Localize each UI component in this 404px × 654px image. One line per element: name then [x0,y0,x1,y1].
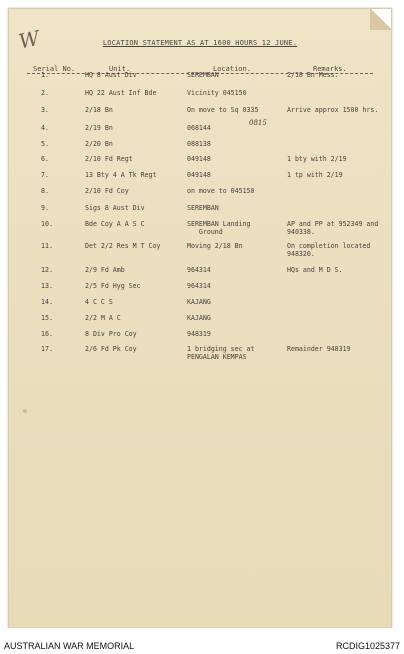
serial-cell: 12. [41,266,53,274]
serial-cell: 10. [41,220,53,228]
remarks-cell: 1 tp with 2/19 [287,171,343,179]
serial-cell: 16. [41,330,53,338]
location-cell: 049148 [187,171,211,179]
location-cell: SEREMBAN [187,204,219,212]
location-cell: 964314 [187,266,211,274]
serial-cell: 5. [41,140,49,148]
footer-source: AUSTRALIAN WAR MEMORIAL [4,641,135,651]
location-cell: on move to 045150 [187,187,255,195]
location-cell: SEREMBAN Landing Ground [187,220,251,236]
unit-cell: 2/19 Bn [85,124,113,132]
location-cell: 088138 [187,140,211,148]
header-serial: Serial No. [33,65,76,73]
serial-cell: 8. [41,187,49,195]
unit-cell: Det 2/2 Res M T Coy [85,242,161,250]
location-cell: Vicinity 045150 [187,89,247,97]
remarks-cell: 1 bty with 2/19 [287,155,347,163]
page-title: LOCATION STATEMENT AS AT 1600 HOURS 12 JUNE. [102,39,298,47]
unit-cell: HQ 8 Aust Div [85,71,137,79]
unit-cell: 2/10 Fd Coy [85,187,129,195]
serial-cell: 7. [41,171,49,179]
unit-cell: 8 Div Pro Coy [85,330,137,338]
handwritten-mark: W [16,25,42,54]
serial-cell: 1. [41,71,49,79]
folded-corner [370,8,392,30]
pin-hole [23,409,27,413]
serial-cell: 11. [41,242,53,250]
unit-cell: 2/18 Bn [85,106,113,114]
unit-cell: 2/5 Fd Hyg Sec [85,282,141,290]
serial-cell: 14. [41,298,53,306]
unit-cell: Bde Coy A A S C [85,220,145,228]
location-cell: 964314 [187,282,211,290]
header-location: Location. [213,65,251,73]
location-cell: 049148 [187,155,211,163]
table-row [9,220,391,242]
document-page [8,8,392,628]
table-row [9,242,391,264]
serial-cell: 9. [41,204,49,212]
location-cell: 948319 [187,330,211,338]
unit-cell: 2/20 Bn [85,140,113,148]
unit-cell: 2/6 Fd Pk Coy [85,345,137,353]
unit-cell: 2/9 Fd Amb [85,266,125,274]
remarks-cell: AP and PP at 952349 and 940338. [287,220,379,236]
serial-cell: 17. [41,345,53,353]
location-cell: SEREMBAN [187,71,219,79]
handwritten-note: 0815 [249,119,267,127]
remarks-cell: Arrive approx 1500 hrs. [287,106,379,114]
location-cell: 068144 [187,124,211,132]
serial-cell: 15. [41,314,53,322]
location-cell: Moving 2/18 Bn [187,242,243,250]
unit-cell: 2/2 M A C [85,314,121,322]
location-cell: On move to Sq 0335 [187,106,259,114]
footer-bar [0,628,404,654]
footer-id: RCDIG1025377 [335,641,400,651]
header-unit: Unit. [109,65,131,73]
remarks-cell: HQs and M D S. [287,266,343,274]
serial-cell: 6. [41,155,49,163]
serial-cell: 3. [41,106,49,114]
location-cell: 1 bridging sec at PENGALAN KEMPAS [187,345,255,361]
remarks-cell: 2/18 Bn Mess. [287,71,339,79]
unit-cell: HQ 22 Aust Inf Bde [85,89,157,97]
unit-cell: 2/10 Fd Regt [85,155,133,163]
table-row [9,345,391,367]
unit-cell: 13 Bty 4 A Tk Regt [85,171,157,179]
unit-cell: 4 C C S [85,298,113,306]
serial-cell: 13. [41,282,53,290]
unit-cell: Sigs 8 Aust Div [85,204,145,212]
serial-cell: 2. [41,89,49,97]
location-cell: KAJANG [187,314,211,322]
remarks-cell: Remainder 948319 [287,345,351,353]
location-cell: KAJANG [187,298,211,306]
header-remarks: Remarks. [313,65,347,73]
remarks-cell: On completion located 948320. [287,242,371,258]
serial-cell: 4. [41,124,49,132]
